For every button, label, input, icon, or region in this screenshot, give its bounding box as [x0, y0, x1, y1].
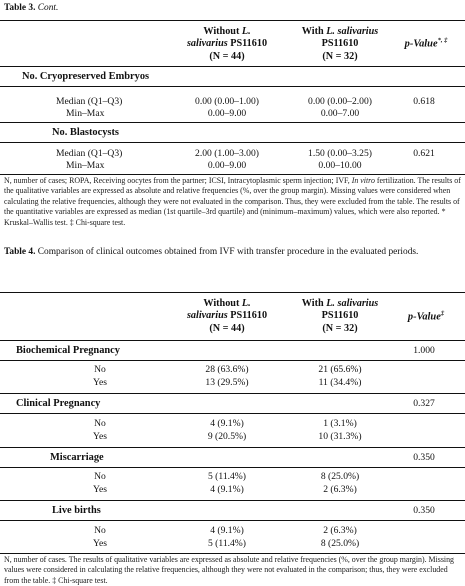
col-n: (N = 44)	[209, 50, 245, 62]
table4-header-rule	[0, 340, 465, 341]
cell-without: 5 (11.4%)	[207, 538, 246, 549]
table4-col-pvalue	[386, 310, 465, 322]
cell-without: 0.00–9.00	[207, 108, 247, 119]
col-text: With	[301, 298, 327, 309]
pvalue-sup: ‡	[440, 310, 445, 317]
cell-without: 0.00–9.00	[207, 160, 247, 171]
cell-pvalue: 0.621	[413, 148, 435, 159]
cell-with: 1.50 (0.00–3.25)	[308, 148, 372, 159]
table4-rule	[0, 360, 465, 361]
table3-col-with	[290, 26, 390, 63]
table3-section-title: No. Blastocysts	[52, 127, 119, 138]
row-label: Min–Max	[66, 108, 105, 119]
col-text: L.	[241, 298, 251, 309]
cell-with: 10 (31.3%)	[318, 431, 362, 442]
pvalue-label: p-Value	[407, 311, 441, 323]
pvalue-label: p-Value	[404, 38, 438, 50]
table3-rule	[0, 142, 465, 143]
table4-section-title: Live births	[52, 505, 101, 516]
table3-top-rule	[0, 20, 465, 21]
table4-top-rule	[0, 292, 465, 293]
row-label: No	[94, 525, 106, 536]
row-label: Yes	[93, 538, 107, 549]
row-label: Yes	[93, 431, 107, 442]
table4-col-with	[290, 298, 390, 335]
cell-without: 4 (9.1%)	[210, 525, 244, 536]
table3-caption-text: Cont.	[37, 3, 59, 13]
cell-with: 1 (3.1%)	[323, 418, 357, 429]
col-text: salivarius	[186, 38, 228, 50]
cell-with: 11 (34.4%)	[318, 377, 362, 388]
table3-section-title: No. Cryopreserved Embryos	[22, 71, 150, 82]
cell-with: 8 (25.0%)	[320, 538, 360, 549]
col-n: (N = 32)	[322, 50, 358, 62]
row-label: No	[94, 364, 106, 375]
cell-with: 0.00–10.00	[318, 160, 362, 171]
col-text: L.	[241, 26, 251, 37]
col-n: (N = 44)	[209, 322, 245, 334]
table3-rule	[0, 86, 465, 87]
table4-rule	[0, 467, 465, 468]
footnote-text: N, number of cases; ROPA, Receiving oocytes from the partner; ICSI, Intracytoplasmic sperm injection; IVF,	[4, 176, 352, 185]
cell-without: 28 (63.6%)	[205, 364, 249, 375]
table3-col-pvalue	[386, 37, 465, 49]
cell-without: 4 (9.1%)	[210, 484, 244, 495]
footnote-italic: In vitro	[351, 176, 375, 185]
cell-without: 2.00 (1.00–3.00)	[195, 148, 259, 159]
col-text: L. salivarius	[326, 26, 379, 37]
cell-pvalue: 1.000	[413, 345, 435, 356]
cell-pvalue: 0.350	[413, 505, 435, 516]
cell-without: 9 (20.5%)	[207, 431, 247, 442]
table4-rule	[0, 393, 465, 394]
table4-caption-text: Comparison of clinical outcomes obtained from IVF with transfer procedure in the evaluated periods.	[35, 247, 419, 257]
col-text: Without	[203, 298, 242, 309]
col-text: salivarius	[186, 310, 228, 322]
table3-footnote	[4, 176, 462, 228]
row-label: No	[94, 418, 106, 429]
col-text: PS11610	[227, 38, 268, 50]
cell-without: 4 (9.1%)	[210, 418, 244, 429]
table4-rule	[0, 413, 465, 414]
col-text: Without	[203, 26, 242, 37]
col-text: PS11610	[227, 310, 268, 322]
cell-with: 0.00–7.00	[320, 108, 360, 119]
pvalue-sup: *, ‡	[437, 37, 448, 44]
cell-with: 2 (6.3%)	[323, 484, 357, 495]
row-label: Yes	[93, 377, 107, 388]
row-label: Median (Q1–Q3)	[56, 96, 123, 107]
row-label: No	[94, 471, 106, 482]
table4-label: Table 4.	[4, 247, 36, 257]
cell-without: 13 (29.5%)	[205, 377, 249, 388]
table3-header-rule	[0, 66, 465, 67]
cell-with: 8 (25.0%)	[320, 471, 360, 482]
table3-col-without	[172, 26, 282, 63]
row-label: Yes	[93, 484, 107, 495]
col-text: With	[301, 26, 327, 37]
table3-caption	[4, 2, 58, 14]
col-n: (N = 32)	[322, 322, 358, 334]
table4-rule	[0, 520, 465, 521]
table4-section-title: Biochemical Pregnancy	[16, 345, 120, 356]
row-label: Median (Q1–Q3)	[56, 148, 123, 159]
table4-rule	[0, 447, 465, 448]
cell-with: 0.00 (0.00–2.00)	[308, 96, 372, 107]
cell-pvalue: 0.618	[413, 96, 435, 107]
table4-rule	[0, 500, 465, 501]
row-label: Min–Max	[66, 160, 105, 171]
table3-bottom-rule	[0, 174, 465, 175]
col-text: PS11610	[321, 38, 359, 50]
table3-label: Table 3.	[4, 3, 36, 13]
footnote-text: fertilization. The results of the qualitative variables are expressed as absolute and relative frequencies (%, over the group margin). Missing values were considered when calculating the relative frequencies, although they were not evaluated in the comparison. Thus, they were excluded from the table. The results of the quantitative variables are expressed as median (1st quartile–3rd quartile) and (minimum–maximum) values, which were also reported. * Kruskal–Wallis test. ‡ Chi-square test.	[4, 176, 461, 227]
cell-with: 21 (65.6%)	[318, 364, 362, 375]
cell-pvalue: 0.327	[413, 398, 435, 409]
table4-section-title: Clinical Pregnancy	[16, 398, 101, 409]
cell-pvalue: 0.350	[413, 452, 435, 463]
table4-footnote: N, number of cases. The results of qualitative variables are expressed as absolute and relative frequencies (%, over the group margin). Missing values were considered in calculating the relative frequencies, although they were not evaluated in the comparison; thus, they were excluded from the table. ‡ Chi-square test.	[4, 555, 454, 585]
col-text: PS11610	[321, 310, 359, 322]
cell-without: 0.00 (0.00–1.00)	[195, 96, 259, 107]
table3-rule	[0, 122, 465, 123]
table4-bottom-rule	[0, 553, 465, 554]
cell-without: 5 (11.4%)	[207, 471, 246, 482]
table4-col-without	[172, 298, 282, 335]
table4-caption	[4, 246, 462, 258]
cell-with: 2 (6.3%)	[323, 525, 357, 536]
col-text: L. salivarius	[326, 298, 379, 309]
table4-section-title: Miscarriage	[50, 452, 104, 463]
